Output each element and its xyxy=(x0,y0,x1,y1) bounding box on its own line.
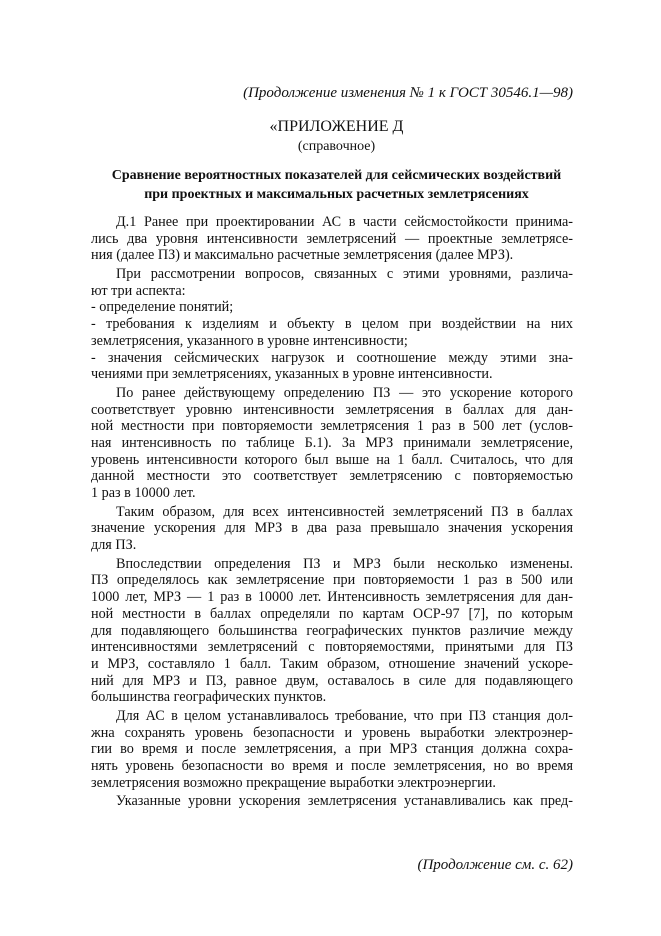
text-line: 1 раз в 10000 лет. xyxy=(91,485,196,501)
section-heading xyxy=(100,166,573,204)
text-line: интенсивностями землетрясений с повторяемостями, принятыми для ПЗ xyxy=(91,639,573,656)
text-line: нять уровень безопасности во время и после землетрясения, но во время xyxy=(91,758,573,774)
text-line: 1000 лет, МРЗ — 1 раз в 10000 лет. Интенсивность землетрясения для дан- xyxy=(91,589,573,606)
text-line: - требования к изделиям и объекту в целом при воздействии на них xyxy=(91,316,573,333)
text-line: землетрясения, указанного в уровне интенсивности; xyxy=(91,332,408,349)
continuation-header: (Продолжение изменения № 1 к ГОСТ 30546.1—98) xyxy=(243,85,573,101)
text-line: гии во время и после землетрясения, а при МРЗ станция должна сохра- xyxy=(91,741,573,758)
text-line: и МРЗ, составляло 1 балл. Таким образом, отношение значений ускоре- xyxy=(91,655,573,672)
text-line: Впоследствии определения ПЗ и МРЗ были несколько изменены. xyxy=(116,555,573,572)
text-line: Таким образом, для всех интенсивностей землетрясений ПЗ в баллах xyxy=(116,503,573,520)
text-line: ний для МРЗ и ПЗ, равное двум, оставалось в силе для подавляющего xyxy=(91,672,573,689)
text-line: чениями при землетрясениях, указанных в уровне интенсивности. xyxy=(91,366,493,383)
text-line: соответствует уровню интенсивности землетрясения в баллах для дан- xyxy=(91,401,573,418)
text-line: Указанные уровни ускорения землетрясения устанавливались как пред- xyxy=(116,793,573,810)
text-line: лись два уровня интенсивности землетрясений — проектные землетрясе- xyxy=(91,230,573,247)
text-line: ют три аспекта: xyxy=(91,282,186,299)
text-line: - значения сейсмических нагрузок и соотношение между этими зна- xyxy=(91,349,573,366)
text-line: ПЗ определялось как землетрясение при повторяемости 1 раз в 500 или xyxy=(91,572,573,589)
text-line: - определение понятий; xyxy=(91,299,234,316)
text-line: для ПЗ. xyxy=(91,537,137,554)
text-line: При рассмотрении вопросов, связанных с этими уровнями, различа- xyxy=(116,266,573,283)
text-line: ная интенсивность по таблице Б.1). За МРЗ принимали землетрясение, xyxy=(91,434,573,451)
text-line: ния (далее ПЗ) и максимально расчетные землетрясения (далее МРЗ). xyxy=(91,247,514,264)
continuation-footer: (Продолжение см. с. 62) xyxy=(417,857,573,873)
text-line: По ранее действующему определению ПЗ — это ускорение которого xyxy=(116,384,573,401)
text-line: большинства географических пунктов. xyxy=(91,689,327,706)
heading-line: Сравнение вероятностных показателей для сейсмических воздействий xyxy=(111,168,562,183)
body-text xyxy=(91,214,573,810)
text-line: ной местности в баллах определяли по картам ОСР-97 [7], по которым xyxy=(91,605,573,622)
appendix-title: «ПРИЛОЖЕНИЕ Д xyxy=(269,118,404,135)
text-line: для подавляющего большинства географических пунктов различие между xyxy=(91,622,573,639)
text-line: землетрясения возможно прекращение выработки электроэнергии. xyxy=(91,774,496,791)
text-line: Д.1 Ранее при проектировании АС в части сейсмостойкости принима- xyxy=(116,214,573,230)
text-line: ной местности при повторяемости землетрясения 1 раз в 500 лет (услов- xyxy=(91,418,573,435)
text-line: данной местности это соответствует землетрясению с повторяемостью xyxy=(91,468,573,485)
text-line: Для АС в целом устанавливалось требование, что при ПЗ станция дол- xyxy=(116,707,573,724)
appendix-subtitle: (справочное) xyxy=(297,139,376,154)
heading-line: при проектных и максимальных расчетных землетрясениях xyxy=(144,187,529,202)
text-line: значение ускорения для МРЗ в два раза превышало значения ускорения xyxy=(91,520,573,537)
text-line: уровень интенсивности которого был выше на 1 балл. Считалось, что для xyxy=(91,451,573,468)
text-line: жна сохранять уровень безопасности и уровень выработки электроэнер- xyxy=(91,724,573,741)
